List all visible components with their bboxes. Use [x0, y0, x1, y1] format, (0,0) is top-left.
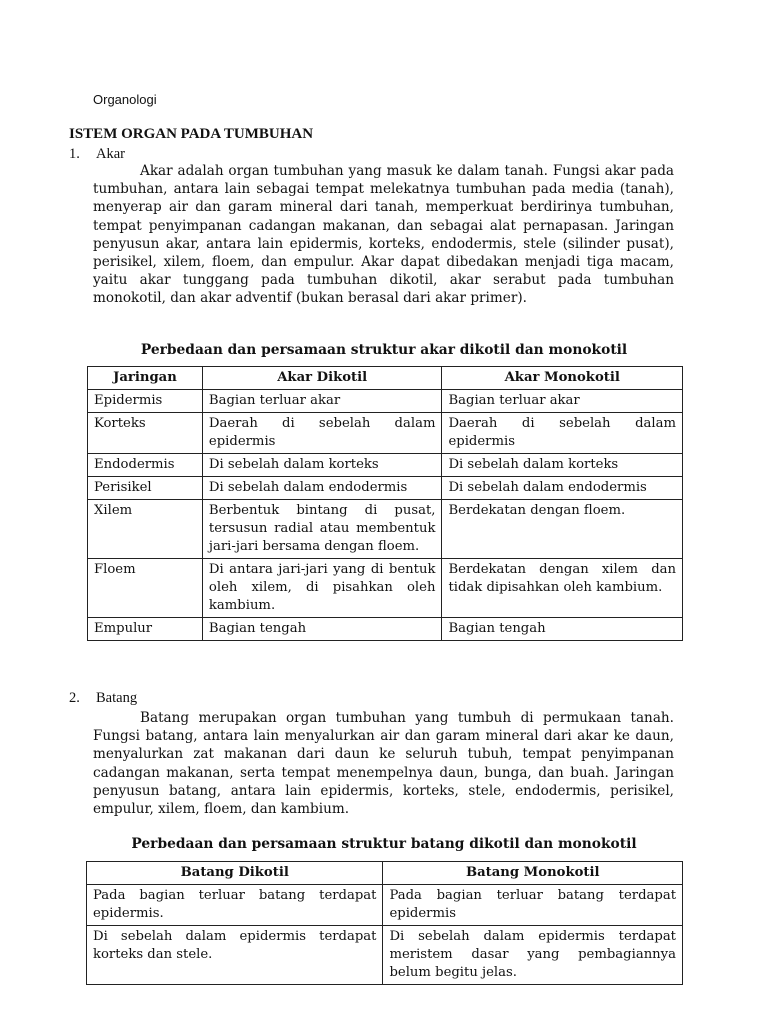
table-cell: Pada bagian terluar batang terdapat epidermis	[383, 885, 683, 926]
table-row	[87, 885, 683, 926]
table-cell: Di sebelah dalam endodermis	[202, 477, 442, 500]
table-row	[88, 390, 683, 413]
table-cell: Berdekatan dengan floem.	[442, 500, 683, 559]
table-cell: Bagian terluar akar	[442, 390, 683, 413]
table-header-cell: Batang Dikotil	[87, 862, 383, 885]
table-header-cell: Akar Monokotil	[442, 367, 683, 390]
section-paragraph-batang: Batang merupakan organ tumbuhan yang tumbuh di permukaan tanah. Fungsi batang, antara lain menyalurkan air dan garam mineral dari akar ke daun, menyalurkan zat makanan dari daun ke seluruh tubuh, tempat penyimpanan cadangan makanan, serta tempat menempelnya daun, bunga, dan buah. Jaringan penyusun batang, antara lain epidermis, korteks, stele, endodermis, perisikel, empulur, xilem, floem, dan kambium.	[93, 710, 674, 818]
section-paragraph-akar: Akar adalah organ tumbuhan yang masuk ke dalam tanah. Fungsi akar pada tumbuhan, antara lain sebagai tempat melekatnya tumbuhan pada media (tanah), menyerap air dan garam mineral dari tanah, memperkuat berdirinya tumbuhan, tempat penyimpanan cadangan makanan, dan sebagai alat pernapasan. Jaringan penyusun akar, antara lain epidermis, korteks, endodermis, stele (silinder pusat), perisikel, xilem, floem, dan empulur. Akar dapat dibedakan menjadi tiga macam, yaitu akar tunggang pada tumbuhan dikotil, akar serabut pada tumbuhan monokotil, dan akar adventif (bukan berasal dari akar primer).	[93, 163, 674, 307]
table-cell: Daerah di sebelah dalam epidermis	[202, 413, 442, 454]
table-cell: Daerah di sebelah dalam epidermis	[442, 413, 683, 454]
table-header-row	[88, 367, 683, 390]
table-cell: Di sebelah dalam korteks	[202, 454, 442, 477]
table-row	[88, 413, 683, 454]
table-row	[88, 559, 683, 618]
table-caption-batang: Perbedaan dan persamaan struktur batang dikotil dan monokotil	[131, 836, 637, 852]
table-header-row	[87, 862, 683, 885]
table-row	[88, 618, 683, 641]
table-cell: Perisikel	[88, 477, 203, 500]
table-cell: Xilem	[88, 500, 203, 559]
table-cell: Empulur	[88, 618, 203, 641]
table-cell: Berdekatan dengan xilem dan tidak dipisahkan oleh kambium.	[442, 559, 683, 618]
section-number: 1.	[69, 146, 80, 162]
section-number: 2.	[69, 690, 80, 706]
table-header-cell: Batang Monokotil	[383, 862, 683, 885]
table-caption-akar: Perbedaan dan persamaan struktur akar dikotil dan monokotil	[140, 342, 628, 358]
table-row	[88, 500, 683, 559]
table-cell: Endodermis	[88, 454, 203, 477]
table-header-cell: Akar Dikotil	[202, 367, 442, 390]
table-cell: Bagian tengah	[202, 618, 442, 641]
table-header-cell: Jaringan	[88, 367, 203, 390]
table-cell: Di sebelah dalam epidermis terdapat korteks dan stele.	[87, 926, 383, 985]
table-cell: Korteks	[88, 413, 203, 454]
page-header: Organologi	[93, 92, 157, 107]
table-cell: Epidermis	[88, 390, 203, 413]
table-cell: Di sebelah dalam endodermis	[442, 477, 683, 500]
table-cell: Berbentuk bintang di pusat, tersusun radial atau membentuk jari-jari bersama dengan floem.	[202, 500, 442, 559]
table-cell: Di sebelah dalam epidermis terdapat meristem dasar yang pembagiannya belum begitu jelas.	[383, 926, 683, 985]
table-cell: Floem	[88, 559, 203, 618]
table-row	[87, 926, 683, 985]
table-row	[88, 477, 683, 500]
section-label: Batang	[96, 690, 138, 706]
document-title: ISTEM ORGAN PADA TUMBUHAN	[69, 126, 314, 142]
table-cell: Bagian tengah	[442, 618, 683, 641]
table-batang	[86, 861, 683, 985]
table-cell: Di sebelah dalam korteks	[442, 454, 683, 477]
table-cell: Bagian terluar akar	[202, 390, 442, 413]
table-row	[88, 454, 683, 477]
table-cell: Di antara jari-jari yang di bentuk oleh xilem, di pisahkan oleh kambium.	[202, 559, 442, 618]
table-cell: Pada bagian terluar batang terdapat epidermis.	[87, 885, 383, 926]
section-label: Akar	[96, 146, 125, 162]
table-akar	[87, 366, 683, 641]
